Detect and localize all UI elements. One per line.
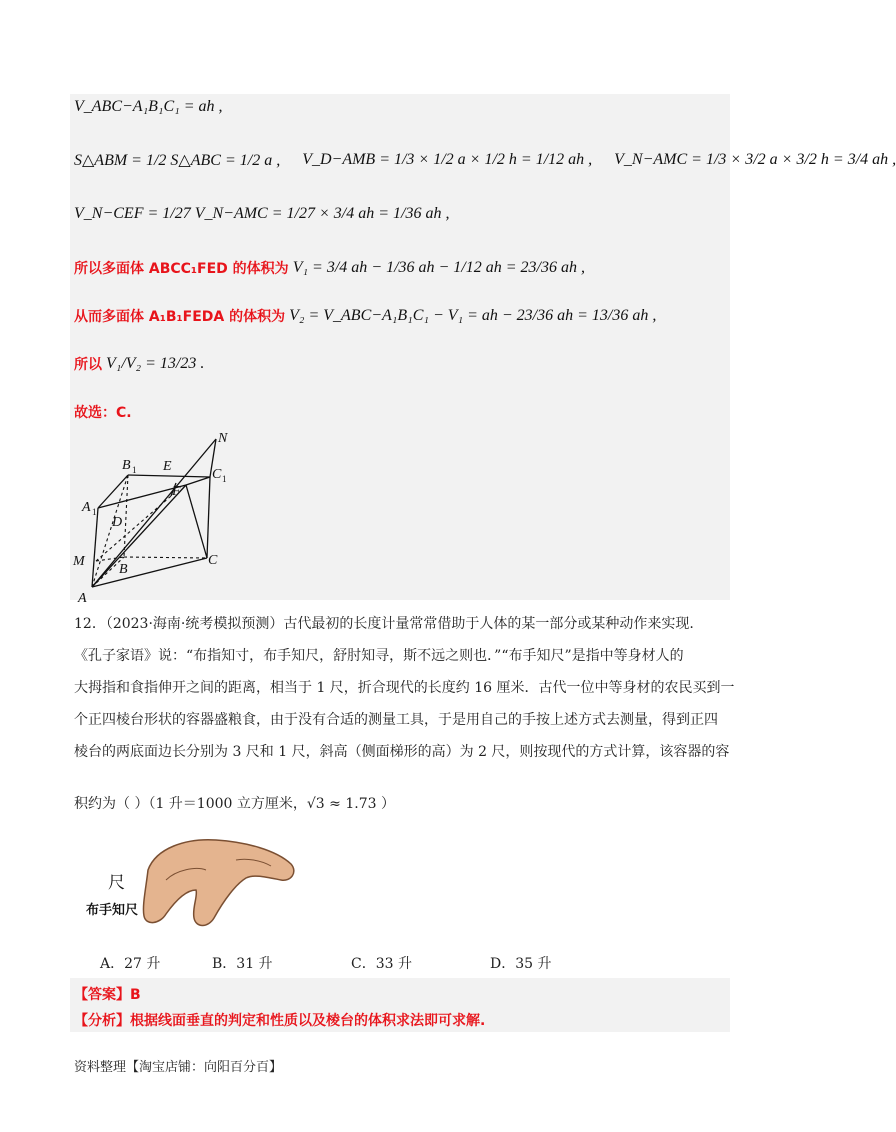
- option-c: C．33 升: [351, 956, 412, 972]
- hand-char: 尺: [108, 873, 125, 892]
- prism-figure: [70, 425, 250, 605]
- solution-choice: 故选：C.: [74, 405, 132, 421]
- solution-line-v1: 所以多面体 ABCC₁FED 的体积为 V₁ = 3/4 ah − 1/36 ah − 1/12 ah = 23/36 ah ,: [74, 259, 585, 277]
- label-B1-sub: 1: [132, 465, 137, 475]
- hand-caption: 布手知尺: [86, 902, 139, 917]
- label-N: N: [218, 431, 228, 446]
- label-C1: C: [212, 467, 222, 482]
- solution-line-v2: 从而多面体 A₁B₁FEDA 的体积为 V₂ = V_ABC−A₁B₁C₁ − V₁ = ah − 23/36 ah = 13/36 ah ,: [74, 307, 657, 325]
- label-M: M: [73, 554, 85, 569]
- solution-line-volume: V_ABC−A₁B₁C₁ = ah ,: [74, 98, 223, 115]
- option-d: D．35 升: [490, 956, 552, 972]
- label-C: C: [208, 553, 218, 568]
- solution-line-area-volumes: S△ABM = 1/2 S△ABC = 1/2 a , V_D−AMB = 1/3 × 1/2 a × 1/2 h = 1/12 ah , V_N−AMC = 1/3 × 3/2 a × 3/2 h = 3/4 ah ,: [74, 151, 896, 169]
- label-A1-sub: 1: [92, 507, 97, 517]
- label-A1: A: [82, 500, 91, 515]
- label-B1: B: [122, 458, 131, 473]
- question-line-5: 棱台的两底面边长分别为 3 尺和 1 尺，斜高（侧面梯形的高）为 2 尺，则按现代的方式计算，该容器的容: [74, 744, 730, 760]
- question-line-2: 《孔子家语》说：“布指知寸，布手知尺，舒肘知寻，斯不远之则也．”“布手知尺”是指中等身材人的: [74, 648, 684, 664]
- label-E: E: [163, 459, 172, 474]
- question-line-6: 积约为（ ）（1 升＝1000 立方厘米，√3 ≈ 1.73 ）: [74, 796, 395, 812]
- hand-illustration: [86, 830, 306, 936]
- label-F: F: [172, 484, 181, 499]
- solution-line-ncef: V_N−CEF = 1/27 V_N−AMC = 1/27 × 3/4 ah = 1/36 ah ,: [74, 205, 450, 222]
- question-line-3: 大拇指和食指伸开之间的距离，相当于 1 尺，折合现代的长度约 16 厘米．古代一位中等身材的农民买到一: [74, 680, 735, 696]
- label-C1-sub: 1: [222, 474, 227, 484]
- label-B: B: [119, 562, 128, 577]
- label-A: A: [78, 591, 87, 606]
- answer-line: 【答案】B: [74, 987, 141, 1003]
- footer-source: 资料整理【淘宝店铺：向阳百分百】: [74, 1060, 283, 1075]
- analysis-line: 【分析】根据线面垂直的判定和性质以及棱台的体积求法即可求解.: [74, 1013, 486, 1029]
- label-D: D: [112, 515, 123, 530]
- option-b: B．31 升: [212, 956, 273, 972]
- solution-line-ratio: 所以 V₁/V₂ = 13/23 .: [74, 355, 205, 373]
- option-a: A．27 升: [100, 956, 161, 972]
- question-line-4: 个正四棱台形状的容器盛粮食，由于没有合适的测量工具，于是用自己的手按上述方式去测量，得到正四: [74, 712, 718, 728]
- question-line-1: 12．（2023·海南·统考模拟预测）古代最初的长度计量常常借助于人体的某一部分或某种动作来实现.: [74, 616, 694, 632]
